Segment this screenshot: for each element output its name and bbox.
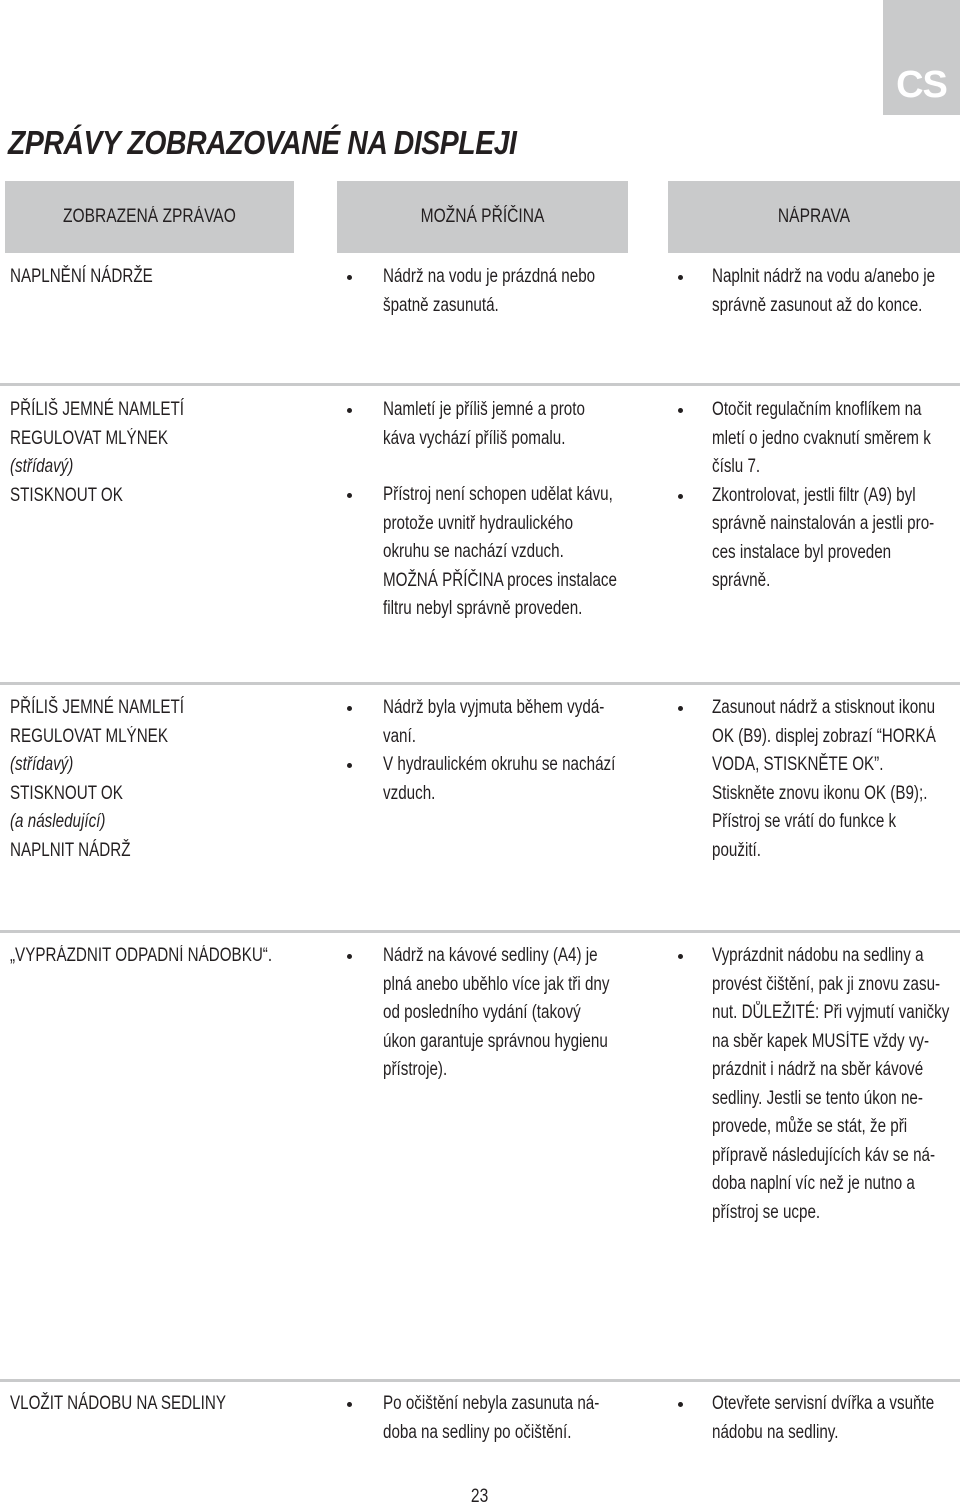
remedy-line: Vyprázdnit nádobu na sedliny a <box>712 945 924 966</box>
row-message <box>10 942 338 971</box>
remedy-item <box>712 694 960 865</box>
message-line: PŘÍLIŠ JEMNÉ NAMLETÍ <box>10 399 184 420</box>
remedy-line: správně. <box>712 570 771 591</box>
language-tab <box>883 0 960 115</box>
remedy-bullet-icon <box>678 494 683 499</box>
page-number: 23 <box>471 1486 489 1507</box>
remedy-line: prázdnit i nádrž na sběr kávové <box>712 1059 924 1080</box>
remedy-bullet-icon <box>678 954 683 959</box>
remedy-line: ces instalace byl proveden <box>712 541 892 563</box>
message-line: NAPLNIT NÁDRŽ <box>10 839 131 861</box>
cause-bullet-icon <box>347 275 352 280</box>
remedy-line: mletí o jedno cvaknutí směrem k <box>712 427 931 449</box>
remedy-item <box>712 263 960 320</box>
page-title: ZPRÁVY ZOBRAZOVANÉ NA DISPLEJI <box>8 124 517 161</box>
cause-line: protože uvnitř hydraulického <box>383 512 574 534</box>
cause-line: Nádrž byla vyjmuta během vydá- <box>383 697 605 718</box>
remedy-line: Přístroj se vrátí do funkce k <box>712 811 897 832</box>
remedy-line: doba naplní víc než je nutno a <box>712 1173 915 1194</box>
cause-item <box>383 396 635 453</box>
language-code: CS <box>896 64 947 106</box>
cause-bullet-icon <box>347 493 352 498</box>
message-line: VLOŽIT NÁDOBU NA SEDLINY <box>10 1393 226 1414</box>
message-line: „VYPRÁZDNIT ODPADNÍ NÁDOBKU“. <box>10 945 273 966</box>
row-divider <box>0 930 960 933</box>
cause-bullet-icon <box>347 954 352 959</box>
remedy-bullet-icon <box>678 1402 683 1407</box>
remedy-line: sedliny. Jestli se tento úkon ne- <box>712 1087 923 1109</box>
column-header-cause: MOŽNÁ PŘÍČINA <box>337 181 628 253</box>
cause-bullet-icon <box>347 706 352 711</box>
remedy-bullet-icon <box>678 408 683 413</box>
cause-line: od posledního vydání (takový <box>383 1002 581 1023</box>
cause-item <box>383 694 660 751</box>
cause-item <box>383 481 675 624</box>
cause-line: Po očištění nebyla zasunuta ná- <box>383 1393 600 1414</box>
cause-line: Namletí je příliš jemné a proto <box>383 399 585 420</box>
cause-line: vaní. <box>383 725 416 747</box>
remedy-line: správně zasunout až do konce. <box>712 294 923 316</box>
message-line: STISKNOUT OK <box>10 782 123 804</box>
message-line: NAPLNĚNÍ NÁDRŽE <box>10 266 153 287</box>
remedy-line: provést čištění, pak ji znovu zasu- <box>712 973 941 995</box>
remedy-item <box>712 396 960 482</box>
remedy-line: na sběr kapek MUSÍTE vždy vy- <box>712 1030 930 1052</box>
column-header-remedy: NÁPRAVA <box>668 181 960 253</box>
cause-line: úkon garantuje správnou hygienu <box>383 1030 608 1052</box>
cause-item <box>383 942 666 1085</box>
cause-line: V hydraulickém okruhu se nachází <box>383 754 616 775</box>
remedy-line: Otočit regulačním knoflíkem na <box>712 399 922 420</box>
message-line: (a následující) <box>10 811 106 832</box>
row-message <box>10 694 228 865</box>
message-line: PŘÍLIŠ JEMNÉ NAMLETÍ <box>10 697 184 718</box>
remedy-line: použití. <box>712 839 762 861</box>
remedy-item <box>712 1390 960 1447</box>
remedy-line: nut. DŮLEŽITÉ: Při vyjmutí vaničky <box>712 1002 950 1023</box>
message-line: (střídavý) <box>10 456 74 477</box>
remedy-line: Zasunout nádrž a stisknout ikonu <box>712 697 936 718</box>
cause-line: Nádrž na vodu je prázdná nebo <box>383 266 596 287</box>
remedy-line: číslu 7. <box>712 456 761 477</box>
remedy-line: VODA, STISKNĚTE OK”. <box>712 754 884 775</box>
row-divider <box>0 383 960 386</box>
row-message <box>10 263 188 292</box>
remedy-line: OK (B9). displej zobrazí “HORKÁ <box>712 725 936 747</box>
message-line: STISKNOUT OK <box>10 484 123 506</box>
remedy-line: provede, může se stát, že při <box>712 1116 908 1137</box>
remedy-line: nádobu na sedliny. <box>712 1421 839 1443</box>
row-divider <box>0 1379 960 1382</box>
message-line: REGULOVAT MLÝNEK <box>10 725 168 747</box>
cause-line: MOŽNÁ PŘÍČINA proces instalace <box>383 569 617 591</box>
remedy-line: Otevřete servisní dvířka a vsuňte <box>712 1393 935 1414</box>
cause-line: filtru nebyl správně proveden. <box>383 598 583 619</box>
cause-line: plná anebo uběhlo více jak tři dny <box>383 973 610 995</box>
cause-item <box>383 263 648 320</box>
row-message <box>10 1390 280 1419</box>
column-header-message: ZOBRAZENÁ ZPRÁVAO <box>5 181 294 253</box>
cause-item <box>383 751 673 808</box>
remedy-item <box>712 942 960 1227</box>
row-divider <box>0 682 960 685</box>
remedy-line: přístroj se ucpe. <box>712 1201 821 1223</box>
cause-bullet-icon <box>347 1402 352 1407</box>
message-line: REGULOVAT MLÝNEK <box>10 427 168 449</box>
cause-line: Nádrž na kávové sedliny (A4) je <box>383 945 598 966</box>
remedy-bullet-icon <box>678 275 683 280</box>
remedy-line: Zkontrolovat, jestli filtr (A9) byl <box>712 484 916 506</box>
message-line: (střídavý) <box>10 754 74 775</box>
cause-line: přístroje). <box>383 1059 448 1080</box>
remedy-item <box>712 482 960 596</box>
cause-line: špatně zasunutá. <box>383 294 499 316</box>
cause-line: káva vychází příliš pomalu. <box>383 427 566 449</box>
remedy-line: Naplnit nádrž na vodu a/anebo je <box>712 266 936 287</box>
cause-line: vzduch. <box>383 782 436 804</box>
remedy-line: přípravě následujících káv se ná- <box>712 1144 936 1166</box>
cause-line: okruhu se nachází vzduch. <box>383 541 564 562</box>
cause-bullet-icon <box>347 408 352 413</box>
cause-line: Přístroj není schopen udělat kávu, <box>383 484 613 505</box>
cause-item <box>383 1390 653 1447</box>
remedy-bullet-icon <box>678 706 683 711</box>
row-message <box>10 396 228 510</box>
remedy-line: správně nainstalován a jestli pro- <box>712 513 935 534</box>
cause-bullet-icon <box>347 763 352 768</box>
cause-line: doba na sedliny po očištění. <box>383 1421 572 1443</box>
remedy-line: Stiskněte znovu ikonu OK (B9);. <box>712 782 928 804</box>
